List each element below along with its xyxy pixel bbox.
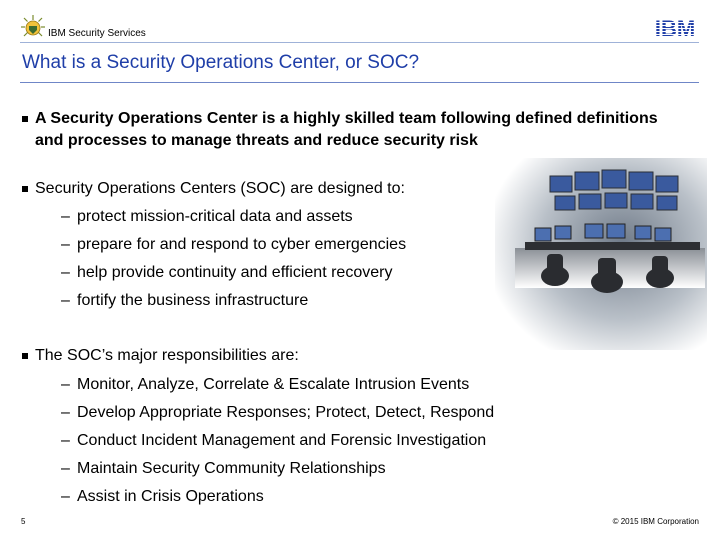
sub-item: – Develop Appropriate Responses; Protect, Detect, Respond — [61, 404, 495, 421]
control-room-photo — [495, 158, 707, 350]
bullet-text: The SOC’s major responsibilities are: — [35, 347, 299, 364]
sub-item: – protect mission-critical data and assets — [61, 208, 353, 225]
sub-item: – Maintain Security Community Relationships — [61, 460, 386, 477]
header-divider — [20, 42, 699, 43]
bullet-text: A Security Operations Center is a highly skilled team following defined definitions and processes to manage threats and reduce security risk — [35, 110, 658, 149]
sub-item: – Conduct Incident Management and Forensic Investigation — [61, 432, 487, 449]
ibm-logo-text: IBM — [654, 17, 696, 38]
page-number: 5 — [21, 517, 26, 526]
square-bullet-icon — [22, 353, 28, 359]
sub-item: – help provide continuity and efficient recovery — [61, 264, 393, 281]
square-bullet-icon — [22, 116, 28, 122]
sub-item: – prepare for and respond to cyber emergencies — [61, 236, 407, 253]
bullet-text: Security Operations Centers (SOC) are designed to: — [35, 180, 405, 197]
brand-name: IBM Security Services — [48, 28, 146, 39]
copyright: © 2015 IBM Corporation — [612, 517, 699, 526]
ibm-logo — [652, 17, 698, 38]
square-bullet-icon — [22, 186, 28, 192]
title-divider — [20, 82, 699, 83]
shield-emblem-icon — [20, 14, 46, 40]
slide-title: What is a Security Operations Center, or SOC? — [22, 52, 420, 73]
sub-item: – Assist in Crisis Operations — [61, 488, 264, 505]
sub-item: – fortify the business infrastructure — [61, 292, 309, 309]
bullet-soc-definition — [22, 108, 662, 152]
sub-item: – Monitor, Analyze, Correlate & Escalate Intrusion Events — [61, 376, 470, 393]
